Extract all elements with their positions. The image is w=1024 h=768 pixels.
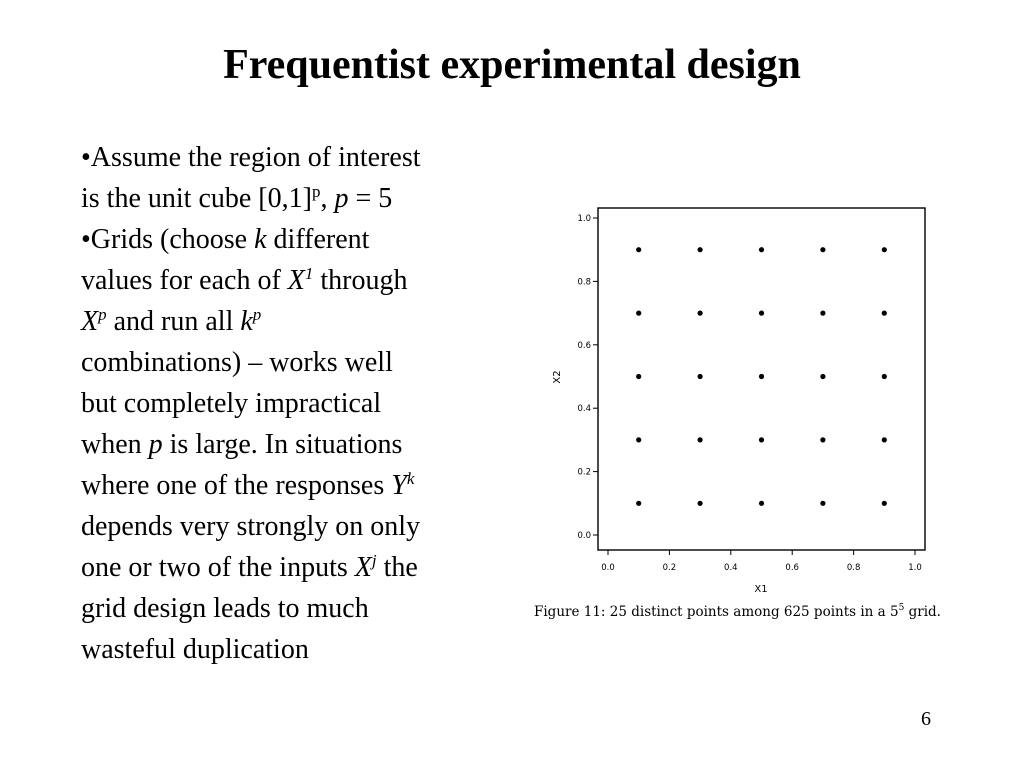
- data-point: [636, 501, 641, 506]
- x-tick-label: 0.8: [846, 563, 861, 573]
- data-point: [636, 247, 641, 252]
- data-point: [636, 374, 641, 379]
- axis-ticks: [577, 214, 921, 573]
- y-tick-label: 0.8: [577, 277, 591, 288]
- slide-title: Frequentist experimental design: [223, 42, 801, 88]
- data-point: [636, 437, 641, 442]
- data-point: [882, 247, 887, 252]
- y-tick-label: 0.4: [577, 404, 591, 415]
- bullet-line: grid design leads to much: [81, 593, 369, 624]
- bullet-line: $X^p$ and run all $k^p$: [81, 305, 262, 337]
- data-point: [698, 437, 703, 442]
- y-tick-label: 0.0: [577, 531, 591, 541]
- x-tick-label: 0.6: [785, 563, 799, 573]
- data-point: [820, 501, 825, 506]
- bullet-line: •Assume the region of interest: [81, 142, 421, 173]
- bullet-line: combinations) – works well: [81, 347, 393, 378]
- data-point: [759, 501, 764, 506]
- data-point: [759, 437, 764, 442]
- data-point: [698, 374, 703, 379]
- bullet-line: but completely impractical: [81, 388, 382, 419]
- y-tick-label: 0.2: [577, 467, 591, 478]
- data-point: [759, 247, 764, 252]
- data-point: [882, 501, 887, 506]
- data-point: [820, 437, 825, 442]
- x-tick-label: 0.0: [601, 563, 615, 573]
- scatter-chart: [520, 195, 990, 635]
- bullet-line: when p is large. In situations: [81, 429, 403, 460]
- x-axis-label: X1: [754, 584, 768, 595]
- bullet-line: wasteful duplication: [81, 634, 309, 665]
- bullet-line: where one of the responses $Y^k$: [81, 469, 415, 501]
- data-point: [882, 437, 887, 442]
- x-tick-label: 0.4: [724, 563, 738, 573]
- data-point: [698, 501, 703, 506]
- data-point: [820, 311, 825, 316]
- data-point: [882, 374, 887, 379]
- data-points: [636, 247, 887, 506]
- bullet-text-block: [81, 137, 501, 670]
- y-axis-label: X2: [552, 370, 563, 384]
- data-point: [698, 247, 703, 252]
- data-point: [820, 374, 825, 379]
- data-point: [820, 247, 825, 252]
- page-number: 6: [921, 708, 931, 730]
- data-point: [698, 311, 703, 316]
- figure-caption: Figure 11: 25 distinct points among 625 points in a $5^5$ grid.: [534, 603, 941, 620]
- bullet-line: one or two of the inputs $X^j$ the: [81, 551, 418, 583]
- bullet-line: values for each of $X^1$ through: [81, 264, 408, 296]
- bullet-line: is the unit cube $[0,1]^p$, p = 5: [81, 182, 393, 214]
- data-point: [759, 374, 764, 379]
- bullet-line: •Grids (choose k different: [81, 224, 370, 255]
- x-tick-label: 0.2: [662, 563, 677, 573]
- y-tick-label: 0.6: [577, 340, 591, 351]
- bullet-line: depends very strongly on only: [81, 511, 421, 542]
- data-point: [759, 311, 764, 316]
- data-point: [636, 311, 641, 316]
- x-tick-label: 1.0: [908, 563, 922, 573]
- y-tick-label: 1.0: [577, 214, 591, 224]
- data-point: [882, 311, 887, 316]
